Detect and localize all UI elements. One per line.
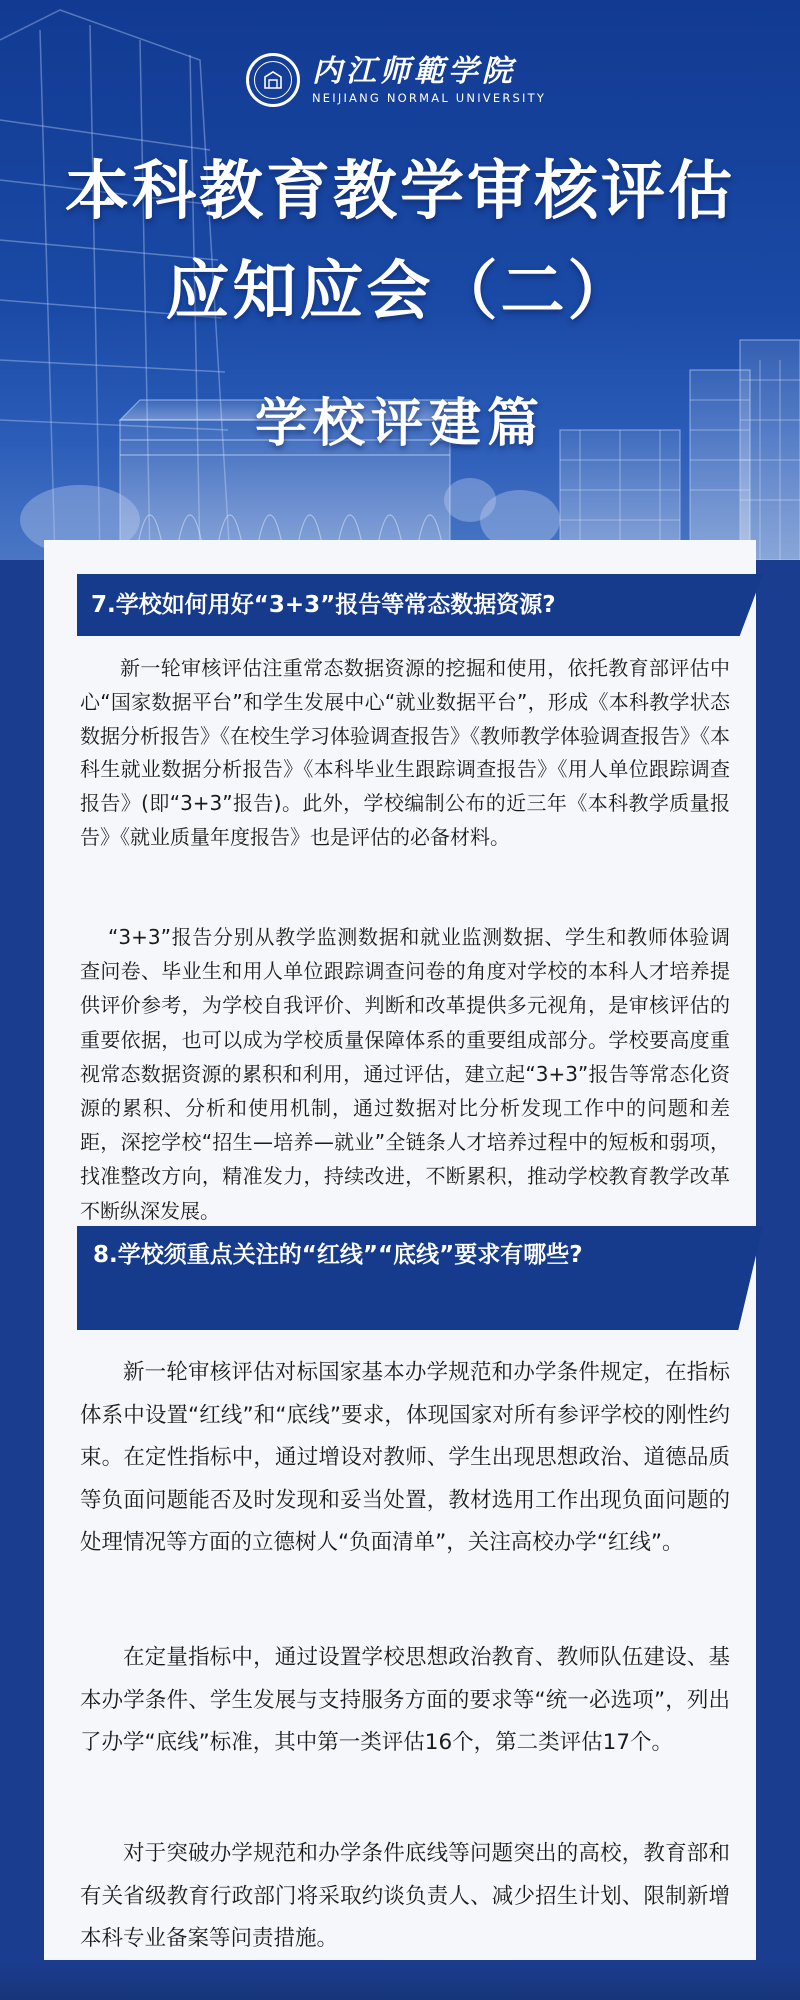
footer-strip: [0, 1960, 800, 2000]
university-name-en: NEIJIANG NORMAL UNIVERSITY: [312, 91, 547, 105]
page-title-line2: 应知应会（二）: [165, 255, 635, 329]
question-8-heading: 8.学校须重点关注的“红线”“底线”要求有哪些?: [93, 1242, 583, 1268]
page-title-line1: 本科教育教学审核评估: [65, 155, 735, 229]
question-8-paragraph-2: 在定量指标中，通过设置学校思想政治教育、教师队伍建设、基本办学条件、学生发展与支持服务方面的要求等“统一必选项”，列出了办学“底线”标准，其中第一类评估16个，第二类评估17个。: [80, 1645, 730, 1756]
question-7-paragraph-1: 新一轮审核评估注重常态数据资源的挖掘和使用，依托教育部评估中心“国家数据平台”和学生发展中心“就业数据平台”，形成《本科教学状态数据分析报告》《在校生学习体验调查报告》《教师教学体验调查报告》《本科生就业数据分析报告》《本科毕业生跟踪调查报告》《用人单位跟踪调查报告》(即“3+3”报告)。此外，学校编制公布的近三年《本科教学质量报告》《就业质量年度报告》也是评估的必备材料。: [80, 656, 730, 849]
page-subtitle: 学校评建篇: [254, 394, 545, 454]
content-card: [44, 540, 756, 1960]
question-8-paragraph-3: 对于突破办学规范和办学条件底线等问题突出的高校，教育部和有关省级教育行政部门将采取约谈负责人、减少招生计划、限制新增本科专业备案等问责措施。: [80, 1841, 730, 1952]
question-7-heading: 7.学校如何用好“3+3”报告等常态数据资源?: [91, 592, 556, 618]
question-8-paragraph-1: 新一轮审核评估对标国家基本办学规范和办学条件规定，在指标体系中设置“红线”和“底线”要求，体现国家对所有参评学校的刚性约束。在定性指标中，通过增设对教师、学生出现思想政治、道德品质等负面问题能否及时发现和妥当处置，教材选用工作出现负面问题的处理情况等方面的立德树人“负面清单”，关注高校办学“红线”。: [80, 1360, 730, 1556]
university-name-cn: 内江师範学院: [312, 54, 516, 89]
university-seal-icon: [246, 53, 300, 107]
university-logo: [246, 46, 546, 114]
header-banner: [0, 0, 800, 560]
question-7-paragraph-2: “3+3”报告分别从教学监测数据和就业监测数据、学生和教师体验调查问卷、毕业生和用人单位跟踪调查问卷的角度对学校的本科人才培养提供评价参考，为学校自我评价、判断和改革提供多元视角，是审核评估的重要依据，也可以成为学校质量保障体系的重要组成部分。学校要高度重视常态数据资源的累积和利用，通过评估，建立起“3+3”报告等常态化资源的累积、分析和使用机制，通过数据对比分析发现工作中的问题和差距，深挖学校“招生—培养—就业”全链条人才培养过程中的短板和弱项，找准整改方向，精准发力，持续改进，不断累积，推动学校教育教学改革不断纵深发展。: [80, 925, 730, 1223]
